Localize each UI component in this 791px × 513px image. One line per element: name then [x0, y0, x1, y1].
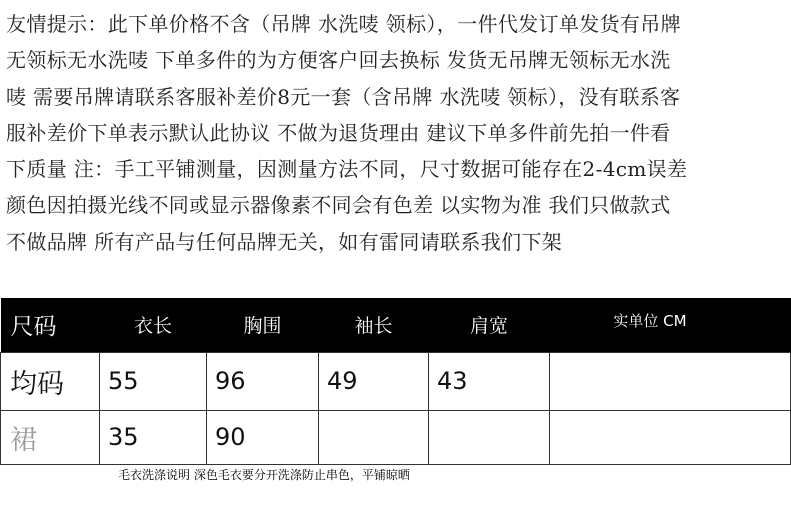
header-chest: 胸围	[243, 315, 282, 338]
cell-chest: 96	[207, 352, 319, 410]
cell-chest: 90	[207, 410, 319, 464]
row-label: 裙	[1, 410, 100, 464]
care-note: 毛衣洗涤说明 深色毛衣要分开洗涤防止串色，平铺晾晒	[118, 468, 410, 482]
cell-shoulder: 43	[429, 352, 550, 410]
cell-sleeve: 49	[319, 352, 429, 410]
header-sleeve: 袖长	[354, 315, 393, 338]
header-length: 衣长	[133, 315, 172, 338]
notice-line: 唛 需要吊牌请联系客服补差价8元一套（含吊牌 水洗唛 领标），没有联系客	[6, 84, 681, 109]
table-row	[1, 410, 791, 464]
cell-empty	[550, 410, 791, 464]
cell-length: 35	[100, 410, 207, 464]
notice-line: 友情提示：此下单价格不含（吊牌 水洗唛 领标），一件代发订单发货有吊牌	[6, 12, 681, 36]
size-table	[0, 298, 791, 465]
cell-sleeve	[319, 410, 429, 464]
notice-line: 服补差价下单表示默认此协议 不做为退货理由 建议下单多件前先拍一件看	[6, 120, 671, 145]
cell-shoulder	[429, 410, 550, 464]
notice-line: 不做品牌 所有产品与任何品牌无关，如有雷同请联系我们下架	[6, 229, 563, 254]
header-size: 尺码	[10, 314, 57, 341]
cell-empty	[550, 352, 791, 410]
header-shoulder: 肩宽	[469, 315, 508, 338]
cell-length: 55	[100, 352, 207, 410]
size-table-header	[1, 298, 791, 352]
header-unit: 实单位 CM	[613, 312, 687, 330]
notice-line: 下质量 注：手工平铺测量，因测量方法不同，尺寸数据可能存在2-4cm误差	[6, 157, 688, 182]
notice-text	[6, 6, 790, 260]
notice-line: 颜色因拍摄光线不同或显示器像素不同会有色差 以实物为准 我们只做款式	[6, 193, 671, 218]
table-row	[1, 352, 791, 410]
notice-line: 无领标无水洗唛 下单多件的为方便客户回去换标 发货无吊牌无领标无水洗	[6, 48, 671, 73]
row-label: 均码	[1, 352, 100, 410]
